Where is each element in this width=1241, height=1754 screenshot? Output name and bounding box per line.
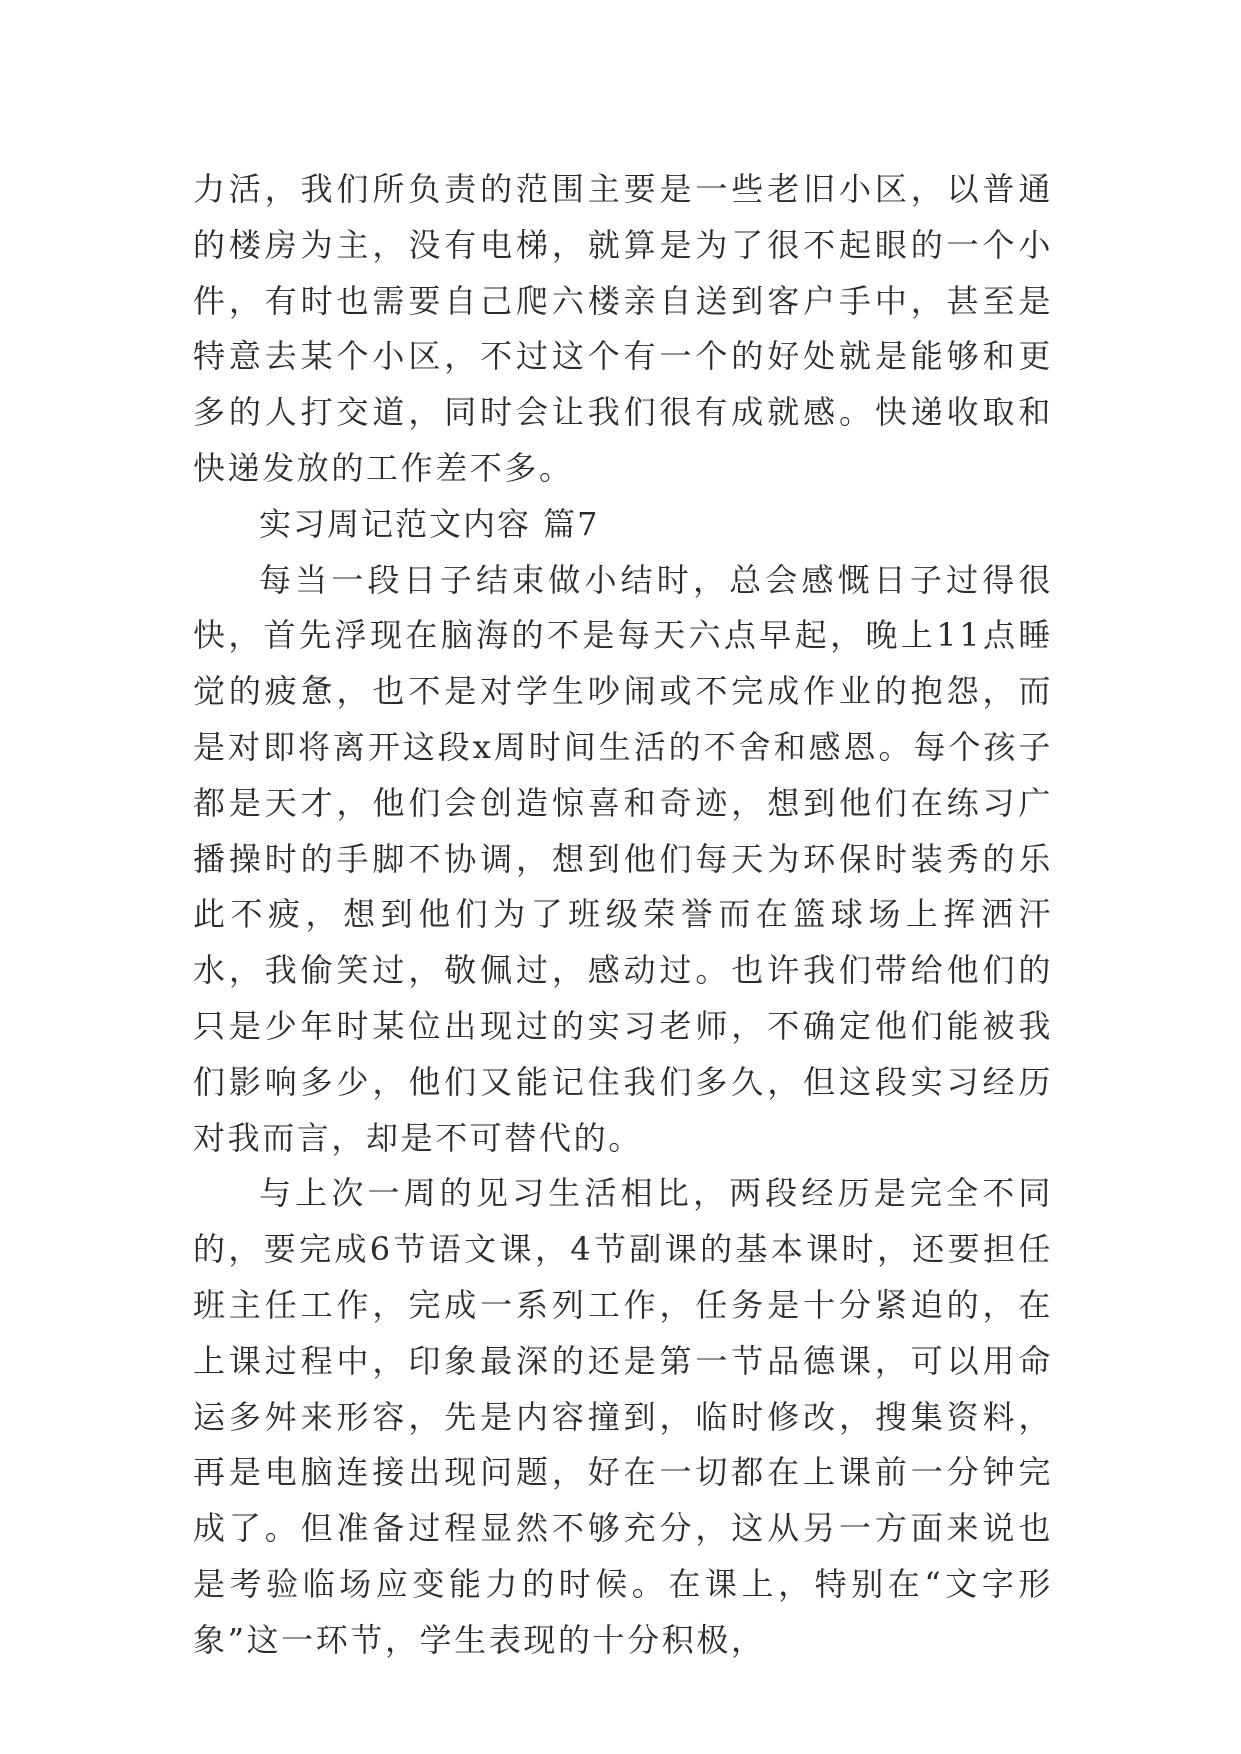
paragraph-3: 与上次一周的见习生活相比，两段经历是完全不同的，要完成6节语文课，4节副课的基本课时，还要担任班主任工作，完成一系列工作，任务是十分紧迫的，在上课过程中，印象最深的还是第一节品德课，可以用命运多舛来形容，先是内容撞到，临时修改，搜集资料，再是电脑连接出现问题，好在一切都在上课前一分钟完成了。但准备过程显然不够充分，这从另一方面来说也是考验临场应变能力的时候。在课上，特别在“文字形象”这一环节，学生表现的十分积极， [193,1174,1053,1659]
document-body [193,162,1053,1669]
paragraph-2: 每当一段日子结束做小结时，总会感慨日子过得很快，首先浮现在脑海的不是每天六点早起，晚上11点睡觉的疲惫，也不是对学生吵闹或不完成作业的抱怨，而是对即将离开这段x周时间生活的不舍和感恩。每个孩子都是天才，他们会创造惊喜和奇迹，想到他们在练习广播操时的手脚不协调，想到他们每天为环保时装秀的乐此不疲，想到他们为了班级荣誉而在篮球场上挥洒汗水，我偷笑过，敬佩过，感动过。也许我们带给他们的只是少年时某位出现过的实习老师，不确定他们能被我们影响多少，他们又能记住我们多久，但这段实习经历对我而言，却是不可替代的。 [193,560,1053,1157]
paragraph-continued: 力活，我们所负责的范围主要是一些老旧小区，以普通的楼房为主，没有电梯，就算是为了很不起眼的一个小件，有时也需要自己爬六楼亲自送到客户手中，甚至是特意去某个小区，不过这个有一个的好处就是能够和更多的人打交道，同时会让我们很有成就感。快递收取和快递发放的工作差不多。 [193,170,1053,487]
section-heading: 实习周记范文内容 篇7 [259,504,600,543]
